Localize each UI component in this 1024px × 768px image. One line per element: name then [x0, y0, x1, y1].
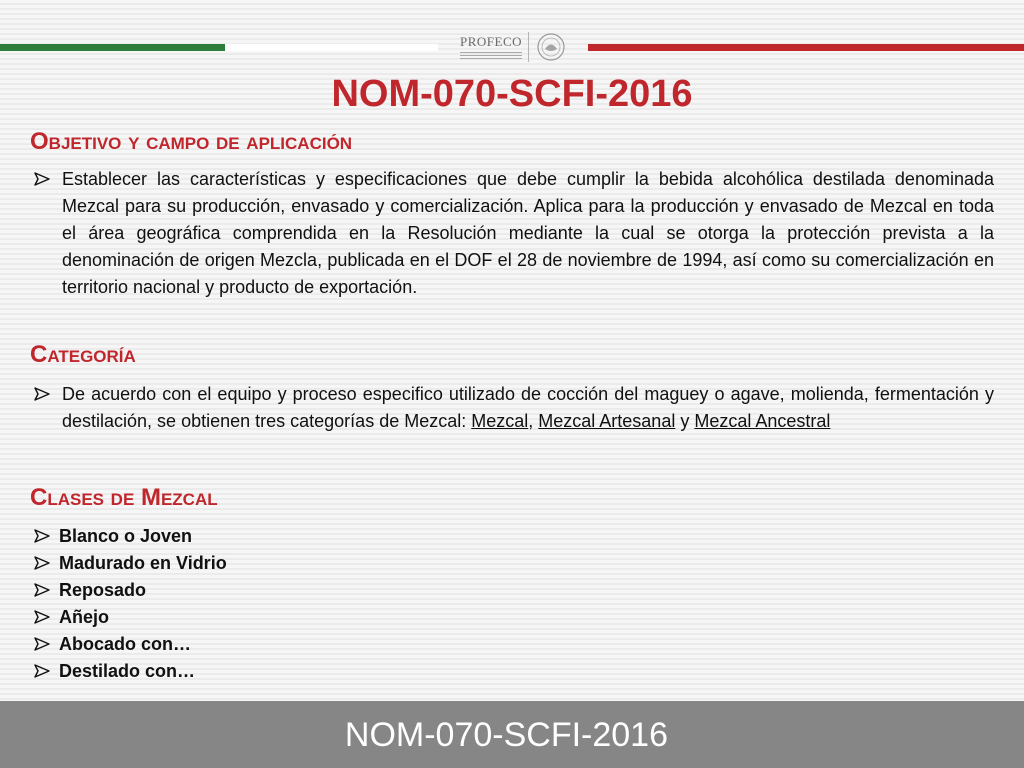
arrow-bullet-icon	[34, 577, 56, 597]
heading-clases: Clases de Mezcal	[30, 484, 218, 511]
clases-list	[34, 523, 227, 685]
logo-subtitle-lines	[460, 52, 522, 60]
arrow-bullet-icon	[34, 381, 56, 401]
heading-objetivo: Objetivo y campo de aplicación	[30, 128, 353, 155]
page-title: NOM-070-SCFI-2016	[331, 73, 693, 115]
list-item-label: Destilado con…	[59, 661, 196, 681]
category-mezcal-ancestral: Mezcal Ancestral	[694, 411, 831, 431]
heading-categoria: Categoría	[30, 341, 136, 368]
separator: ,	[528, 411, 539, 431]
paragraph-objetivo	[34, 166, 994, 301]
logo-text: PROFECO	[460, 34, 523, 49]
profeco-logo	[460, 30, 580, 66]
list-item-label: Abocado con…	[59, 634, 192, 654]
categoria-intro: De acuerdo con el equipo y proceso especifico utilizado de cocción del maguey o agave, molienda, fermentación y destilación, se obtienen tres categorías de Mezcal:	[62, 384, 994, 431]
white-stripe	[225, 44, 438, 51]
list-item	[34, 658, 227, 685]
list-item-label: Madurado en Vidrio	[59, 553, 227, 573]
category-mezcal-artesanal: Mezcal Artesanal	[538, 411, 676, 431]
arrow-bullet-icon	[34, 550, 56, 570]
arrow-bullet-icon	[34, 658, 56, 678]
categoria-text	[62, 381, 994, 435]
header-stripe-right	[588, 44, 1024, 51]
red-stripe	[588, 44, 1024, 51]
list-item	[34, 523, 227, 550]
list-item-label: Añejo	[59, 607, 110, 627]
seal-icon	[536, 32, 566, 62]
category-mezcal: Mezcal	[471, 411, 529, 431]
separator: y	[675, 411, 695, 431]
list-item	[34, 577, 227, 604]
list-item-label: Blanco o Joven	[59, 526, 193, 546]
objetivo-text: Establecer las características y especificaciones que debe cumplir la bebida alcohólica destilada denominada Mezcal para su producción, envasado y comercialización. Aplica para la producción y envasado de Mezcal en toda el área geográfica comprendida en la Resolución mediante la cual se otorga la protección prevista a la denominación de origen Mezcla, publicada en el DOF el 28 de noviembre de 1994, así como su comercialización en territorio nacional y producto de exportación.	[62, 169, 994, 297]
footer-bar	[0, 701, 1024, 768]
arrow-bullet-icon	[34, 166, 56, 186]
footer-title: NOM-070-SCFI-2016	[344, 716, 668, 754]
paragraph-categoria	[34, 381, 994, 435]
arrow-bullet-icon	[34, 523, 56, 543]
arrow-bullet-icon	[34, 631, 56, 651]
arrow-bullet-icon	[34, 604, 56, 624]
logo-divider	[528, 32, 529, 62]
list-item	[34, 550, 227, 577]
list-item	[34, 604, 227, 631]
green-stripe	[0, 44, 225, 51]
list-item	[34, 631, 227, 658]
list-item-label: Reposado	[59, 580, 147, 600]
header-stripe-left	[0, 44, 438, 51]
